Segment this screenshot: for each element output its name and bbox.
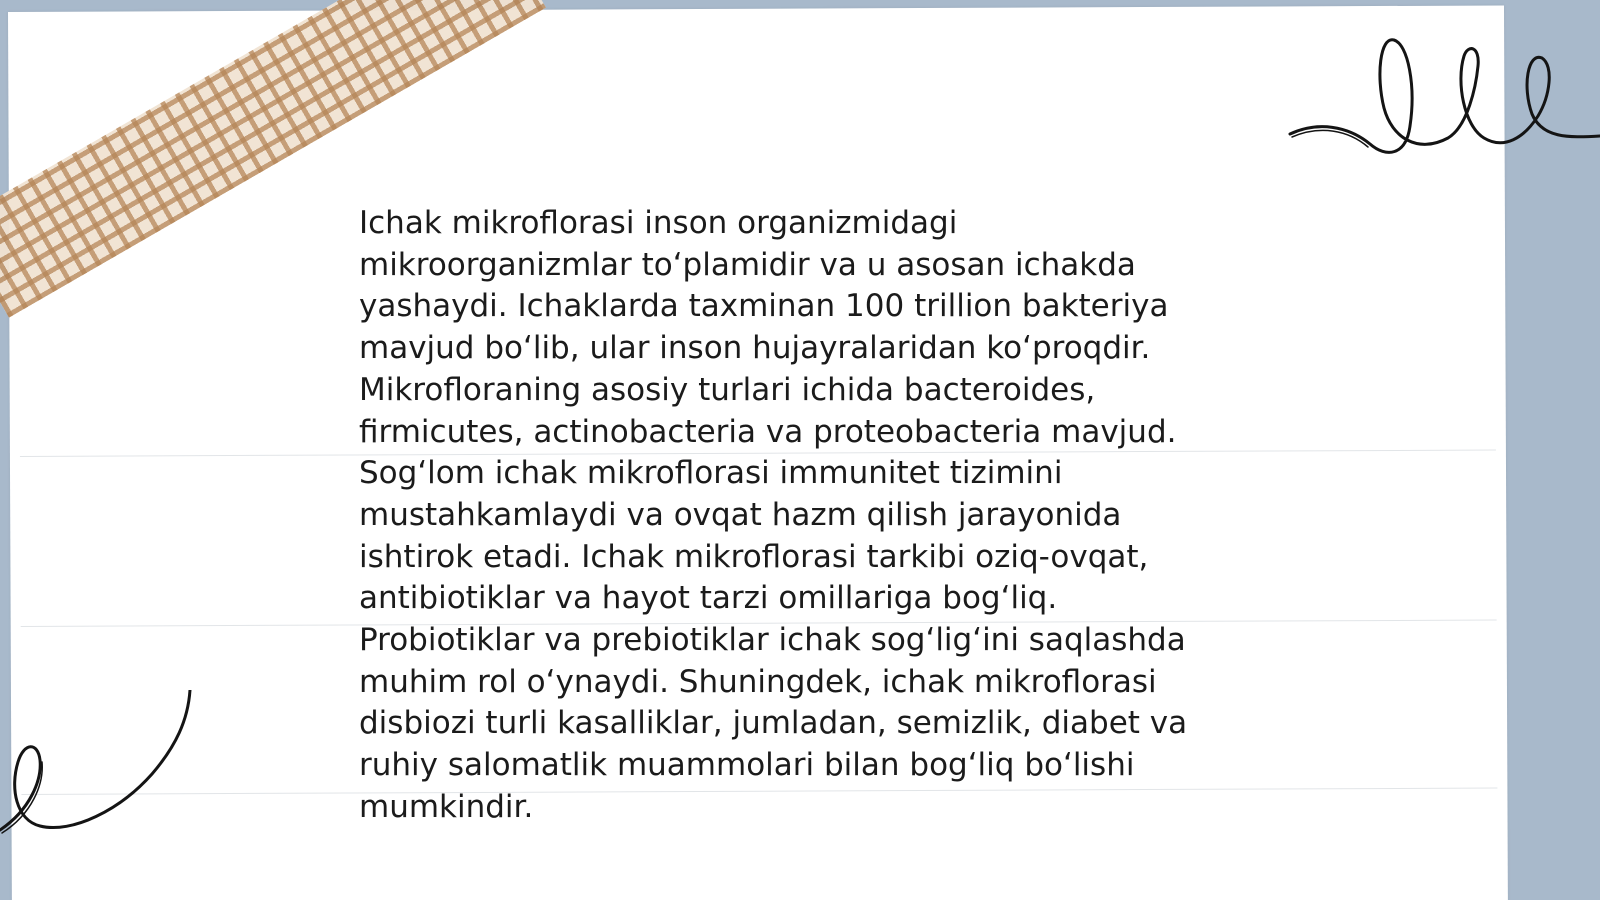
body-line: ishtirok etadi. Ichak mikroflorasi tarkibi oziq-ovqat,	[359, 538, 1149, 575]
body-line: mikroorganizmlar to‘plamidir va u asosan ichakda	[359, 246, 1136, 283]
body-line: mumkindir.	[359, 788, 534, 825]
slide-body-text	[359, 203, 1239, 829]
body-line: antibiotiklar va hayot tarzi omillariga bog‘liq.	[359, 580, 1058, 617]
loop-swoosh-icon	[0, 690, 200, 850]
body-line: mustahkamlaydi va ovqat hazm qilish jarayonida	[359, 496, 1122, 533]
body-line: Mikrofloraning asosiy turlari ichida bacteroides,	[359, 371, 1096, 408]
body-line: Probiotiklar va prebiotiklar ichak sog‘lig‘ini saqlashda	[359, 622, 1186, 659]
loop-squiggle-icon	[1288, 26, 1600, 166]
body-line: firmicutes, actinobacteria va proteobacteria mavjud.	[359, 413, 1177, 450]
body-line: Ichak mikroflorasi inson organizmidagi	[359, 205, 958, 241]
body-line: disbiozi turli kasalliklar, jumladan, semizlik, diabet va	[359, 705, 1188, 742]
body-line: mavjud bo‘lib, ular inson hujayralaridan ko‘proqdir.	[359, 330, 1151, 367]
body-line: Sog‘lom ichak mikroflorasi immunitet tizimini	[359, 455, 1063, 492]
body-line: muhim rol o‘ynaydi. Shuningdek, ichak mikroflorasi	[359, 663, 1157, 700]
body-line: yashaydi. Ichaklarda taxminan 100 trillion bakteriya	[359, 288, 1169, 325]
body-line: ruhiy salomatlik muammolari bilan bog‘liq bo‘lishi	[359, 747, 1135, 784]
